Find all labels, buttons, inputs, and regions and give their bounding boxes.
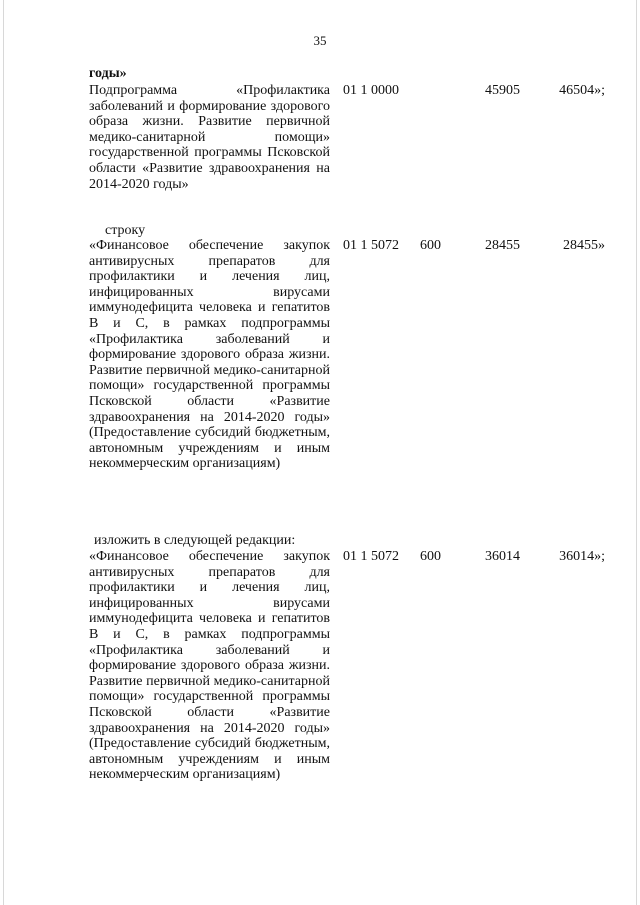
connector-text-edit: изложить в следующей редакции:	[94, 533, 296, 548]
row-description: Подпрограмма «Профилактика заболеваний и формирование здорового образа жизни. Развитие первичной медико-санитарной помощи» государственной программы Псковской области «Развитие здравоохранения на 2014-2020 годы»	[89, 83, 330, 192]
row-code: 01 1 5072	[343, 238, 399, 253]
row-sum-2016: 46504»;	[559, 83, 605, 98]
row-description: «Финансовое обеспечение закупок антивирусных препаратов для профилактики и лечения лиц, инфицированных вирусами иммунодефицита человека и гепатитов В и С, в рамках подпрограммы «Профилактика заболеваний и формирование здорового образа жизни. Развитие первичной медико-санитарной помощи» государственной программы Псковской области «Развитие здравоохранения на 2014-2020 годы» (Предоставление субсидий бюджетным, автономным учреждениям и иным некоммерческим организациям)	[89, 549, 330, 783]
row-sum-2016: 28455»	[563, 238, 605, 253]
row-sum-2015: 28455	[485, 238, 520, 253]
row-sum-2015: 36014	[485, 549, 520, 564]
scan-edge-left	[3, 0, 4, 905]
row-code: 01 1 0000	[343, 83, 399, 98]
row-code: 01 1 5072	[343, 549, 399, 564]
row-sum-2016: 36014»;	[559, 549, 605, 564]
page-number: 35	[313, 33, 327, 48]
connector-text-row: строку	[105, 223, 146, 238]
row-kvr: 600	[420, 549, 441, 564]
row-sum-2015: 45905	[485, 83, 520, 98]
scan-edge-right	[636, 0, 637, 905]
row-kvr: 600	[420, 238, 441, 253]
heading-continuation: годы»	[89, 66, 127, 81]
row-description: «Финансовое обеспечение закупок антивирусных препаратов для профилактики и лечения лиц, инфицированных вирусами иммунодефицита человека и гепатитов В и С, в рамках подпрограммы «Профилактика заболеваний и формирование здорового образа жизни. Развитие первичной медико-санитарной помощи» государственной программы Псковской области «Развитие здравоохранения на 2014-2020 годы» (Предоставление субсидий бюджетным, автономным учреждениям и иным некоммерческим организациям)	[89, 238, 330, 472]
